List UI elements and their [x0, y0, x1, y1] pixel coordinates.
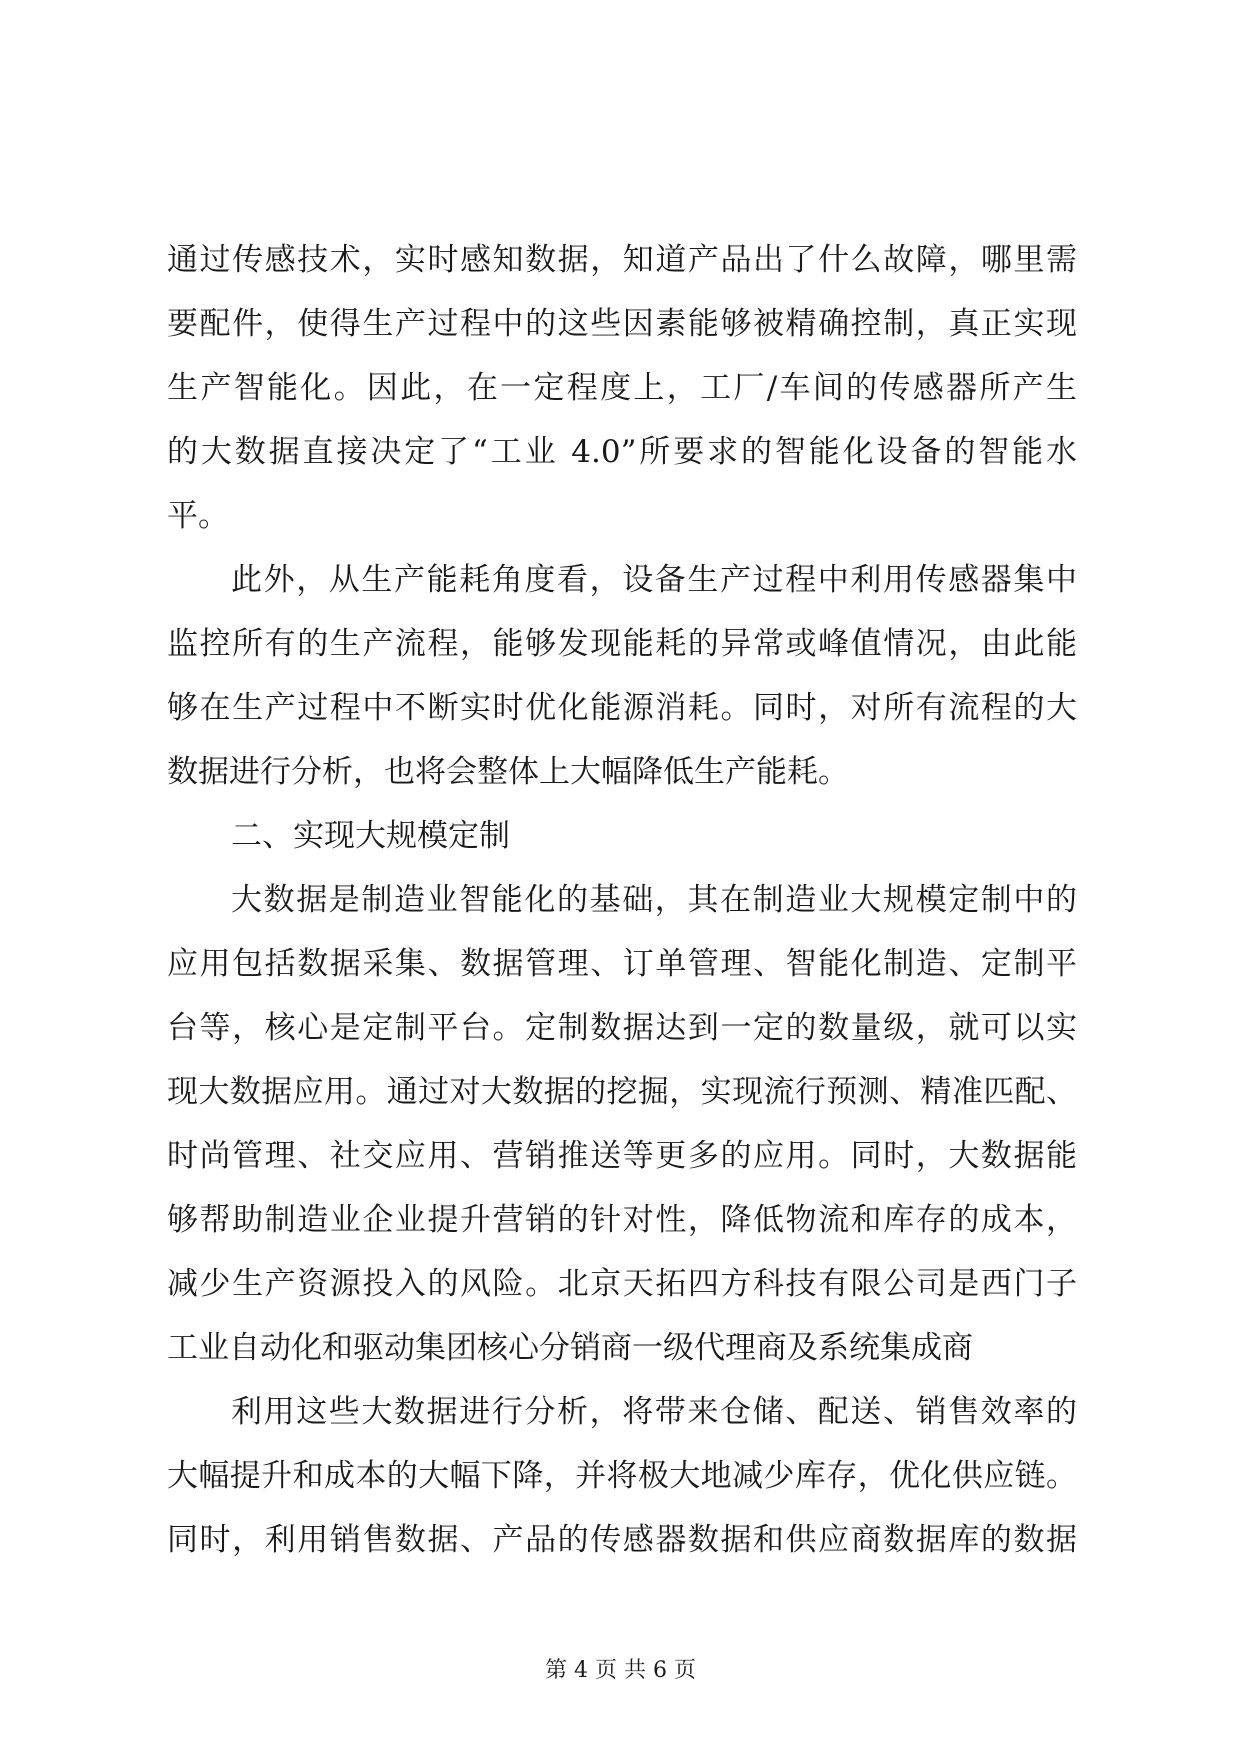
- text-line: 数据进行分析，也将会整体上大幅降低生产能耗。: [167, 754, 849, 790]
- page-number-footer: 第 4 页 共 6 页: [545, 1658, 696, 1683]
- text-line: 大数据是制造业智能化的基础，其在制造业大规模定制中的: [231, 882, 1077, 918]
- text-line: 利用这些大数据进行分析，将带来仓储、配送、销售效率的: [231, 1394, 1077, 1430]
- text-line: 此外，从生产能耗角度看，设备生产过程中利用传感器集中: [231, 562, 1077, 598]
- text-line: 现大数据应用。通过对大数据的挖掘，实现流行预测、精准匹配、: [167, 1074, 1077, 1110]
- text-line: 通过传感技术，实时感知数据，知道产品出了什么故障，哪里需: [167, 242, 1077, 278]
- text-line: 工业自动化和驱动集团核心分销商一级代理商及系统集成商: [167, 1330, 973, 1366]
- text-line: 台等，核心是定制平台。定制数据达到一定的数量级，就可以实: [167, 1010, 1077, 1046]
- body-text: [167, 228, 1077, 1572]
- section-heading: 二、实现大规模定制: [231, 818, 510, 854]
- text-line: 减少生产资源投入的风险。北京天拓四方科技有限公司是西门子: [167, 1266, 1077, 1302]
- text-line: 生产智能化。因此，在一定程度上，工厂/车间的传感器所产生: [167, 370, 1077, 406]
- text-line: 的大数据直接决定了“工业 4.0”所要求的智能化设备的智能水: [167, 434, 1077, 470]
- text-line: 够在生产过程中不断实时优化能源消耗。同时，对所有流程的大: [167, 690, 1077, 726]
- text-line: 够帮助制造业企业提升营销的针对性，降低物流和库存的成本，: [167, 1202, 1077, 1238]
- text-line: 应用包括数据采集、数据管理、订单管理、智能化制造、定制平: [167, 946, 1077, 982]
- text-line: 同时，利用销售数据、产品的传感器数据和供应商数据库的数据: [167, 1522, 1077, 1558]
- text-line: 平。: [167, 498, 229, 534]
- text-line: 大幅提升和成本的大幅下降，并将极大地减少库存，优化供应链。: [167, 1458, 1077, 1494]
- text-line: 监控所有的生产流程，能够发现能耗的异常或峰值情况，由此能: [167, 626, 1077, 662]
- text-line: 要配件，使得生产过程中的这些因素能够被精确控制，真正实现: [167, 306, 1077, 342]
- text-line: 时尚管理、社交应用、营销推送等更多的应用。同时，大数据能: [167, 1138, 1077, 1174]
